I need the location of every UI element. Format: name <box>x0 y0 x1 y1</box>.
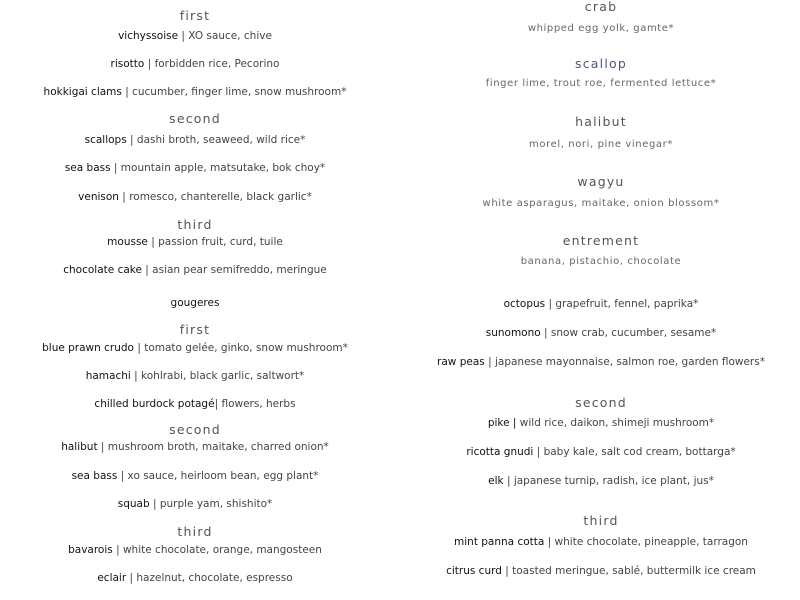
dish-description: kohlrabi, black garlic, saltwort* <box>141 370 305 382</box>
menu-item <box>402 416 800 430</box>
dish-name: venison <box>78 191 119 203</box>
dish-name: squab <box>117 498 150 510</box>
separator: | <box>503 475 514 487</box>
dish-name: chocolate cake <box>63 264 142 276</box>
dish-description: dashi broth, seaweed, wild rice* <box>136 134 306 146</box>
dish-name: chilled burdock potagé <box>94 398 215 410</box>
course-description: white asparagus, maitake, onion blossom* <box>482 198 720 209</box>
dish-description: purple yam, shishito* <box>159 498 273 510</box>
dish-description: XO sauce, chive <box>188 30 272 42</box>
menu-item <box>402 535 800 549</box>
dish-name: elk <box>488 475 504 487</box>
separator: | <box>126 572 137 584</box>
menu-item <box>402 355 800 369</box>
dish-description: grapefruit, fennel, paprika* <box>555 298 699 310</box>
dish-name: blue prawn crudo <box>42 342 134 354</box>
dish-name: pike | <box>487 417 517 429</box>
separator: | <box>540 327 551 339</box>
dish-name: halibut <box>61 441 98 453</box>
separator: | <box>133 342 145 354</box>
menu-item <box>402 564 800 578</box>
dish-description: flowers, herbs <box>221 398 296 410</box>
dish-description: white chocolate, orange, mangosteen <box>122 544 322 556</box>
menu-item <box>0 543 390 557</box>
menu-item <box>402 297 800 311</box>
dish-description: cucumber, finger lime, snow mushroom* <box>132 86 347 98</box>
dish-description: forbidden rice, Pecorino <box>154 58 280 70</box>
dish-name: hamachi <box>85 370 131 382</box>
course-heading-entrement: entrement <box>562 233 640 248</box>
menu-item <box>0 29 390 43</box>
dish-name: mousse <box>107 236 148 248</box>
menu-item <box>0 190 390 204</box>
separator: | <box>112 544 123 556</box>
course-heading-second: second <box>169 422 221 437</box>
separator: | <box>121 86 133 98</box>
menu-item <box>0 57 390 71</box>
dish-name: vichyssoise <box>118 30 179 42</box>
menu-item <box>402 445 800 459</box>
course-heading-third: third <box>583 513 619 528</box>
dish-name: citrus curd <box>446 565 502 577</box>
dish-name: scallops <box>84 134 127 146</box>
separator: | <box>544 536 555 548</box>
dish-description: tomato gelée, ginko, snow mushroom* <box>144 342 348 354</box>
separator: | <box>110 162 121 174</box>
dish-description: mushroom broth, maitake, charred onion* <box>107 441 329 453</box>
course-description: finger lime, trout roe, fermented lettuce* <box>485 78 717 89</box>
dish-name: gougeres <box>170 297 220 309</box>
dish-name: eclair <box>97 572 127 584</box>
course-description: morel, nori, pine vinegar* <box>529 139 673 150</box>
dish-description: hazelnut, chocolate, espresso <box>136 572 293 584</box>
course-heading-first: first <box>179 322 211 337</box>
menu-item <box>0 263 390 277</box>
menu-item <box>0 397 390 411</box>
dish-name: risotto <box>110 58 145 70</box>
dish-name: sea bass <box>71 470 118 482</box>
menu-item <box>0 571 390 585</box>
course-heading-crab: crab <box>584 0 618 14</box>
dish-description: asian pear semifreddo, meringue <box>152 264 327 276</box>
course-description: banana, pistachio, chocolate <box>520 256 682 267</box>
course-heading-third: third <box>177 217 213 232</box>
course-description: whipped egg yolk, gamte* <box>527 23 675 34</box>
dish-description: xo sauce, heirloom bean, egg plant* <box>127 470 319 482</box>
dish-description: snow crab, cucumber, sesame* <box>550 327 717 339</box>
dish-name: sunomono <box>485 327 541 339</box>
menu-item <box>0 161 390 175</box>
separator: | <box>126 134 137 146</box>
dish-name: sea bass <box>64 162 111 174</box>
separator: | <box>484 356 495 368</box>
menu-item <box>0 296 390 310</box>
menu-item <box>0 341 390 355</box>
course-heading-scallop: scallop <box>575 56 627 71</box>
separator: | <box>545 298 556 310</box>
separator: | <box>141 264 153 276</box>
dish-name: ricotta gnudi <box>466 446 534 458</box>
dish-name: hokkigai clams <box>43 86 122 98</box>
menu-item <box>0 85 390 99</box>
course-heading-first: first <box>179 8 211 23</box>
menu-two <box>0 295 800 600</box>
course-heading-wagyu: wagyu <box>577 174 625 189</box>
menu-item <box>402 326 800 340</box>
menu-item <box>0 469 390 483</box>
course-heading-third: third <box>177 524 213 539</box>
dish-description: mountain apple, matsutake, bok choy* <box>120 162 326 174</box>
dish-name: bavarois <box>68 544 113 556</box>
dish-description: wild rice, daikon, shimeji mushroom* <box>519 417 715 429</box>
course-heading-second: second <box>169 111 221 126</box>
separator: | <box>97 441 108 453</box>
dish-name: mint panna cotta <box>454 536 545 548</box>
separator: | <box>501 565 513 577</box>
separator: | <box>147 236 159 248</box>
menu-item <box>0 133 390 147</box>
dish-description: toasted meringue, sablé, buttermilk ice cream <box>512 565 756 577</box>
menu-item <box>0 440 390 454</box>
menu-item <box>0 497 390 511</box>
separator: | <box>533 446 544 458</box>
separator: | <box>118 191 130 203</box>
dish-description: japanese turnip, radish, ice plant, jus* <box>513 475 714 487</box>
course-heading-second: second <box>575 395 627 410</box>
menu-one <box>0 0 800 295</box>
dish-description: japanese mayonnaise, salmon roe, garden flowers* <box>494 356 765 368</box>
dish-name: raw peas <box>437 356 485 368</box>
separator: | <box>178 30 189 42</box>
course-heading-halibut: halibut <box>575 114 627 129</box>
menu-item <box>402 474 800 488</box>
separator: | <box>117 470 128 482</box>
dish-description: romesco, chanterelle, black garlic* <box>129 191 312 203</box>
dish-description: white chocolate, pineapple, tarragon <box>554 536 748 548</box>
menu-item <box>0 235 390 249</box>
dish-description: baby kale, salt cod cream, bottarga* <box>543 446 736 458</box>
separator: | <box>214 398 222 410</box>
dish-name: octopus <box>503 298 546 310</box>
separator: | <box>130 370 142 382</box>
menu-item <box>0 369 390 383</box>
separator: | <box>149 498 160 510</box>
separator: | <box>144 58 155 70</box>
dish-description: passion fruit, curd, tuile <box>158 236 283 248</box>
